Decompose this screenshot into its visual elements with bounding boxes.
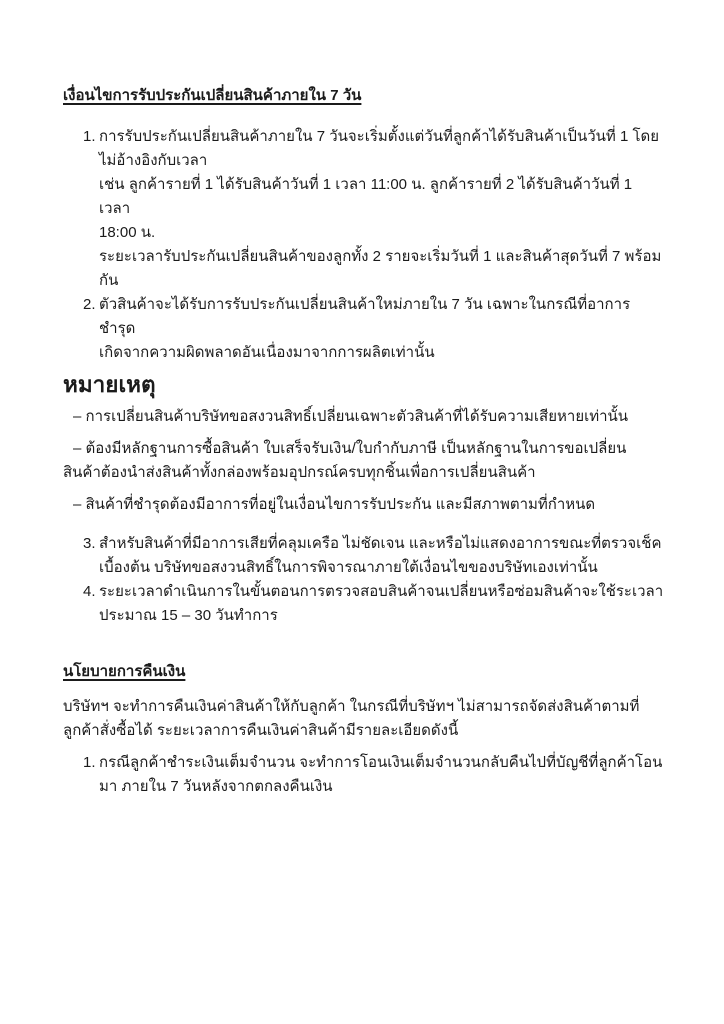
text-line: – ต้องมีหลักฐานการซื้อสินค้า ใบเสร็จรับเงิน/ใบกำกับภาษี เป็นหลักฐานในการขอเปลี่ยน: [73, 440, 627, 457]
text-line: มา ภายใน 7 วันหลังจากตกลงคืนเงิน: [99, 778, 333, 795]
list-item-number: 1.: [83, 128, 96, 145]
text-line: – การเปลี่ยนสินค้าบริษัทขอสงวนสิทธิ์เปลี่ยนเฉพาะตัวสินค้าที่ได้รับความเสียหายเท่านั้น: [73, 408, 629, 425]
list-item-text: [99, 751, 666, 799]
text-line: ไม่อ้างอิงกับเวลา: [99, 152, 208, 169]
text-line: เบื้องต้น บริษัทขอสงวนสิทธิ์ในการพิจารณาภายใต้เงื่อนไขของบริษัทเองเท่านั้น: [99, 559, 598, 576]
list-item-number: 4.: [83, 583, 96, 600]
list-item-number: 2.: [83, 296, 96, 313]
list-item-text: [99, 532, 666, 580]
warranty-item-1: [63, 125, 666, 293]
text-line: สินค้าต้องนำส่งสินค้าทั้งกล่องพร้อมอุปกรณ์ครบทุกชิ้นเพื่อการเปลี่ยนสินค้า: [63, 464, 536, 481]
text-line: ประมาณ 15 – 30 วันทำการ: [99, 607, 278, 624]
notes-heading: หมายเหตุ: [63, 372, 156, 397]
text-line: ตัวสินค้าจะได้รับการรับประกันเปลี่ยนสินค้าใหม่ภายใน 7 วัน เฉพาะในกรณีที่อาการชำรุด: [99, 296, 631, 337]
warranty-terms-list: [63, 125, 666, 365]
text-line: ระยะเวลารับประกันเปลี่ยนสินค้าของลูกทั้ง 2 รายจะเริ่มวันที่ 1 และสินค้าสุดวันที่ 7 พร้อม: [99, 248, 662, 265]
warranty-item-4: [63, 580, 666, 628]
refund-item-1: [63, 751, 666, 799]
text-line: กัน: [99, 272, 119, 289]
text-line: เกิดจากความผิดพลาดอันเนื่องมาจากการผลิตเท่านั้น: [99, 344, 435, 361]
text-line: บริษัทฯ จะทำการคืนเงินค่าสินค้าให้กับลูกค้า ในกรณีที่บริษัทฯ ไม่สามารถจัดส่งสินค้าตามที่: [63, 698, 640, 715]
note-paragraph-3: [63, 493, 666, 517]
text-line: เช่น ลูกค้ารายที่ 1 ได้รับสินค้าวันที่ 1 เวลา 11:00 น. ลูกค้ารายที่ 2 ได้รับสินค้าวันที่ 1 เวลา: [99, 176, 633, 217]
warranty-terms-list-continued: [63, 532, 666, 628]
warranty-item-2: [63, 293, 666, 365]
list-item-text: [99, 580, 666, 628]
text-line: ระยะเวลาดำเนินการในขั้นตอนการตรวจสอบสินค้าจนเปลี่ยนหรือซ่อมสินค้าจะใช้ระเวลา: [99, 583, 664, 600]
refund-policy-heading: นโยบายการคืนเงิน: [63, 663, 186, 680]
text-line: ลูกค้าสั่งซื้อได้ ระยะเวลาการคืนเงินค่าสินค้ามีรายละเอียดดังนี้: [63, 722, 459, 739]
list-item-text: [99, 125, 666, 293]
text-line: – สินค้าที่ชำรุดต้องมีอาการที่อยู่ในเงื่อนไขการรับประกัน และมีสภาพตามที่กำหนด: [73, 496, 596, 513]
warranty-terms-heading: เงื่อนไขการรับประกันเปลี่ยนสินค้าภายใน 7 วัน: [63, 87, 362, 104]
refund-intro-paragraph: [63, 695, 666, 743]
note-paragraph-1: [63, 405, 666, 429]
text-line: 18:00 น.: [99, 224, 156, 241]
text-line: การรับประกันเปลี่ยนสินค้าภายใน 7 วันจะเริ่มตั้งแต่วันที่ลูกค้าได้รับสินค้าเป็นวันที่ 1 โดย: [99, 128, 660, 145]
list-item-number: 3.: [83, 535, 96, 552]
note-paragraph-2: [63, 437, 666, 485]
text-line: สำหรับสินค้าที่มีอาการเสียที่คลุมเครือ ไม่ชัดเจน และหรือไม่แสดงอาการขณะที่ตรวจเช็ค: [99, 535, 662, 552]
list-item-text: [99, 293, 666, 365]
refund-terms-list: [63, 751, 666, 799]
text-line: กรณีลูกค้าชำระเงินเต็มจำนวน จะทำการโอนเงินเต็มจำนวนกลับคืนไปที่บัญชีที่ลูกค้าโอน: [99, 754, 663, 771]
warranty-item-3: [63, 532, 666, 580]
list-item-number: 1.: [83, 754, 96, 771]
